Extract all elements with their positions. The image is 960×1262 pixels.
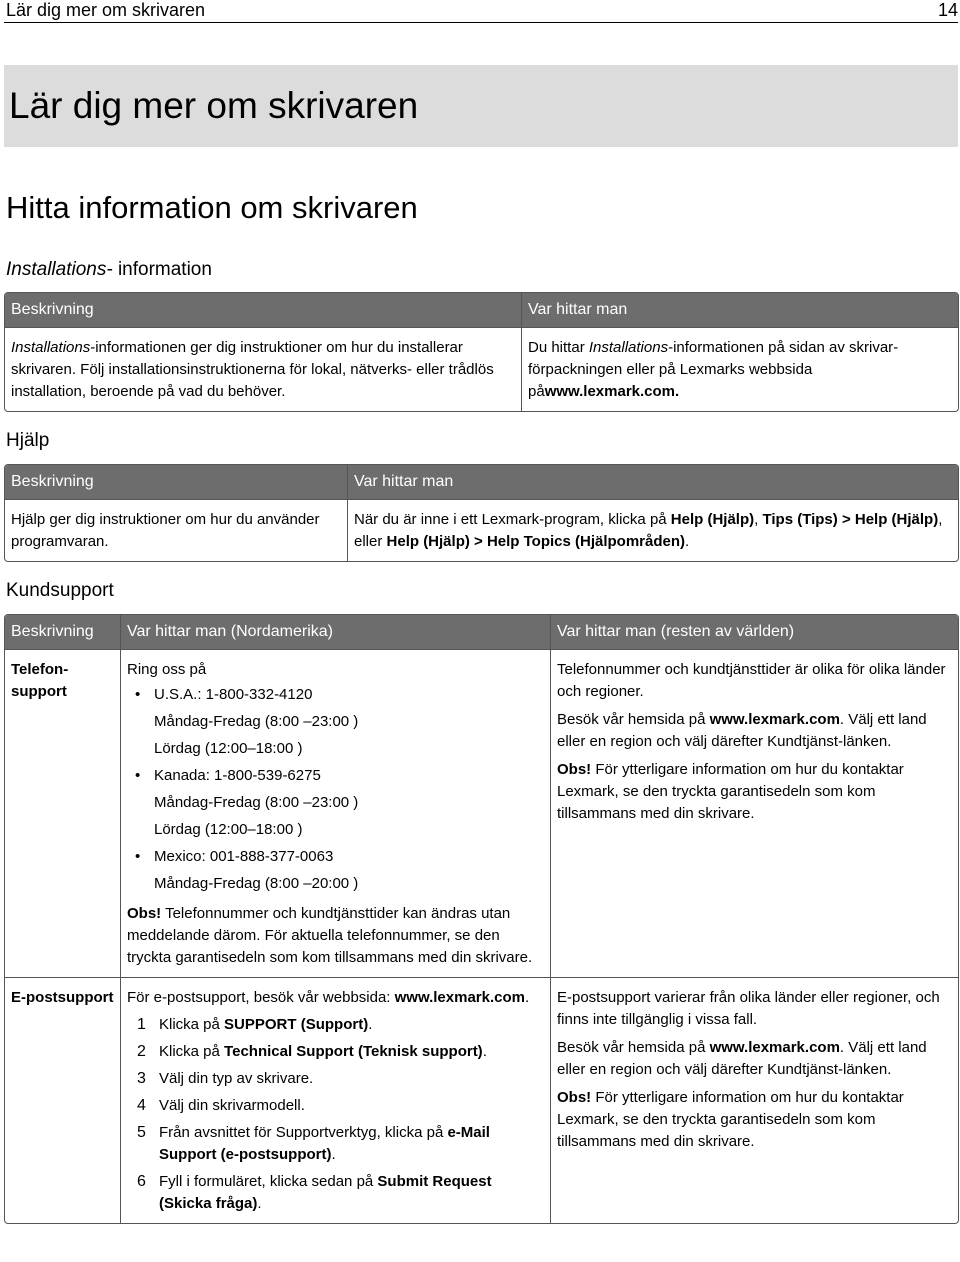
step-text: Från avsnittet för Supportverktyg, klicka på (159, 1124, 448, 1141)
email-step (127, 1095, 544, 1117)
installation-where (521, 327, 958, 411)
email-support-north-america (120, 977, 550, 1223)
installation-heading-rest: information (112, 259, 212, 280)
opening-hours: Lördag (12:00–18:00 ) (154, 740, 303, 757)
step-text: Klicka på (159, 1043, 225, 1060)
step-number: 6 (137, 1173, 146, 1190)
phone-note-text: Telefonnummer och kundtjänsttider kan ändras utan meddelande därom. För aktuella telefonnummer, se den tryckta garantisedeln som kom tillsammans med din skrivare. (127, 905, 533, 966)
support-col-description: Beskrivning (5, 615, 120, 649)
step-text: Klicka på (159, 1016, 225, 1033)
email-support-label (5, 977, 120, 1223)
bullet-icon: • (135, 848, 141, 865)
installation-where-text-2: -informationen på sidan av skrivarförpackningen eller på Lexmarks webbsida på (528, 339, 899, 400)
email-world-p2 (557, 1037, 952, 1081)
table-row (5, 977, 958, 1223)
email-step (127, 1068, 544, 1090)
chapter-banner (4, 65, 958, 147)
email-support-world (550, 977, 958, 1223)
phone-note (127, 903, 544, 969)
help-menu-topics: Help (Hjälp) > Help Topics (Hjälpområden) (386, 533, 686, 550)
email-website-link[interactable]: www.lexmark.com (394, 989, 525, 1006)
step-text-end: . (257, 1195, 262, 1212)
help-where-text-2: , (754, 511, 763, 528)
step-text-end: . (368, 1016, 373, 1033)
installation-website-link[interactable]: www.lexmark.com (544, 383, 676, 400)
email-intro (127, 987, 544, 1009)
phone-world-p2 (557, 709, 952, 753)
phone-support-label-text: Telefonsupport (11, 661, 69, 700)
email-step (127, 1122, 544, 1166)
phone-world-p2-text-b: . Välj ett land eller en region och välj därefter Kundtjänst-länken. (557, 711, 927, 750)
email-step (127, 1041, 544, 1063)
bullet-icon: • (135, 686, 141, 703)
step-text: Välj din typ av skrivare. (159, 1070, 314, 1087)
phone-number-item (127, 843, 544, 897)
installation-where-text-1: Du hittar (528, 339, 589, 356)
table-row (5, 649, 958, 977)
step-ui-label: Submit Request (Skicka fråga) (159, 1173, 492, 1212)
support-heading: Kundsupport (6, 580, 114, 601)
email-world-note (557, 1087, 952, 1153)
phone-world-p1: Telefonnummer och kundtjänsttider är olika för olika länder och regioner. (557, 661, 946, 700)
table-row (5, 327, 958, 411)
installation-desc-italic: Installations (11, 339, 91, 356)
help-table (4, 464, 959, 562)
bullet-icon: • (135, 767, 141, 784)
phone-number-item (127, 681, 544, 762)
phone-number-list (127, 681, 544, 897)
help-description: Hjälp ger dig instruktioner om hur du använder programvaran. (5, 499, 347, 561)
phone-world-note-label: Obs! (557, 761, 592, 778)
phone-world-website-link[interactable]: www.lexmark.com (709, 711, 840, 728)
running-header-title: Lär dig mer om skrivaren (6, 0, 206, 20)
phone-note-label: Obs! (127, 905, 162, 922)
page-number: 14 (937, 0, 958, 20)
running-header (4, 0, 958, 23)
step-number: 1 (137, 1016, 146, 1033)
email-step (127, 1014, 544, 1036)
help-menu-help: Help (Hjälp) (670, 511, 755, 528)
opening-hours: Lördag (12:00–18:00 ) (154, 821, 303, 838)
email-intro-text: För e-postsupport, besök vår webbsida: (127, 989, 395, 1006)
email-world-note-text: För ytterligare information om hur du kontaktar Lexmark, se den tryckta garantisedeln som kom tillsammans med din skrivare. (557, 1089, 904, 1150)
step-number: 5 (137, 1124, 146, 1141)
installation-table (4, 292, 959, 412)
phone-number: U.S.A.: 1-800-332-4120 (154, 686, 313, 703)
email-step (127, 1171, 544, 1215)
phone-number: Mexico: 001-888-377-0063 (154, 848, 334, 865)
phone-number: Kanada: 1-800-539-6275 (154, 767, 321, 784)
chapter-title: Lär dig mer om skrivaren (9, 85, 419, 126)
email-world-p2-text-b: . Välj ett land eller en region och välj därefter Kundtjänst-länken. (557, 1039, 927, 1078)
section-title: Hitta information om skrivaren (6, 190, 418, 225)
help-where-text-3: , eller (354, 511, 943, 550)
installation-desc-text: -informationen ger dig instruktioner om hur du installerar skrivaren. Följ installationsinstruktionerna för lokal, nätverks- eller trådlös installation, beroende på vad du behöver. (11, 339, 494, 400)
phone-world-note (557, 759, 952, 825)
installation-col-description: Beskrivning (5, 293, 521, 327)
step-ui-label: SUPPORT (Support) (224, 1016, 369, 1033)
installation-where-italic: Installations (588, 339, 669, 356)
support-col-world: Var hittar man (resten av världen) (550, 615, 958, 649)
step-number: 3 (137, 1070, 146, 1087)
opening-hours: Måndag-Fredag (8:00 –23:00 ) (154, 794, 359, 811)
phone-intro: Ring oss på (127, 661, 207, 678)
email-world-p2-text-a: Besök vår hemsida på (557, 1039, 710, 1056)
step-text: Fyll i formuläret, klicka sedan på (159, 1173, 378, 1190)
phone-support-label (5, 649, 120, 977)
email-intro-end: . (524, 989, 530, 1006)
opening-hours: Måndag-Fredag (8:00 –20:00 ) (154, 875, 359, 892)
installation-description (5, 327, 521, 411)
email-world-note-label: Obs! (557, 1089, 592, 1106)
installation-where-end: . (675, 383, 680, 400)
help-where-text-4: . (685, 533, 690, 550)
phone-support-world (550, 649, 958, 977)
phone-support-north-america (120, 649, 550, 977)
phone-number-item (127, 762, 544, 843)
step-ui-label: Technical Support (Teknisk support) (224, 1043, 483, 1060)
step-ui-label: e-Mail Support (e-postsupport) (159, 1124, 490, 1163)
support-col-north-america: Var hittar man (Nordamerika) (120, 615, 550, 649)
opening-hours: Måndag-Fredag (8:00 –23:00 ) (154, 713, 359, 730)
email-world-website-link[interactable]: www.lexmark.com (709, 1039, 840, 1056)
installation-heading (6, 257, 212, 283)
step-number: 2 (137, 1043, 146, 1060)
phone-world-p2-text-a: Besök vår hemsida på (557, 711, 710, 728)
table-row (5, 499, 958, 561)
step-text-end: . (482, 1043, 487, 1060)
installation-heading-italic: Installations- (6, 259, 113, 280)
help-where-text-1: När du är inne i ett Lexmark-program, klicka på (354, 511, 671, 528)
email-support-label-text: E-postsupport (11, 989, 114, 1006)
email-steps-list (127, 1014, 544, 1215)
step-text: Välj din skrivarmodell. (159, 1097, 305, 1114)
phone-world-note-text: För ytterligare information om hur du kontaktar Lexmark, se den tryckta garantisedeln som kom tillsammans med din skrivare. (557, 761, 904, 822)
installation-col-where: Var hittar man (521, 293, 958, 327)
help-col-where: Var hittar man (347, 465, 958, 499)
help-where (347, 499, 958, 561)
help-heading: Hjälp (6, 430, 50, 451)
step-text-end: . (331, 1146, 336, 1163)
step-number: 4 (137, 1097, 146, 1114)
help-col-description: Beskrivning (5, 465, 347, 499)
help-menu-tips: Tips (Tips) > Help (Hjälp) (762, 511, 939, 528)
email-world-p1: E-postsupport varierar från olika länder eller regioner, och finns inte tillgänglig i vissa fall. (557, 989, 940, 1028)
support-table (4, 614, 959, 1224)
